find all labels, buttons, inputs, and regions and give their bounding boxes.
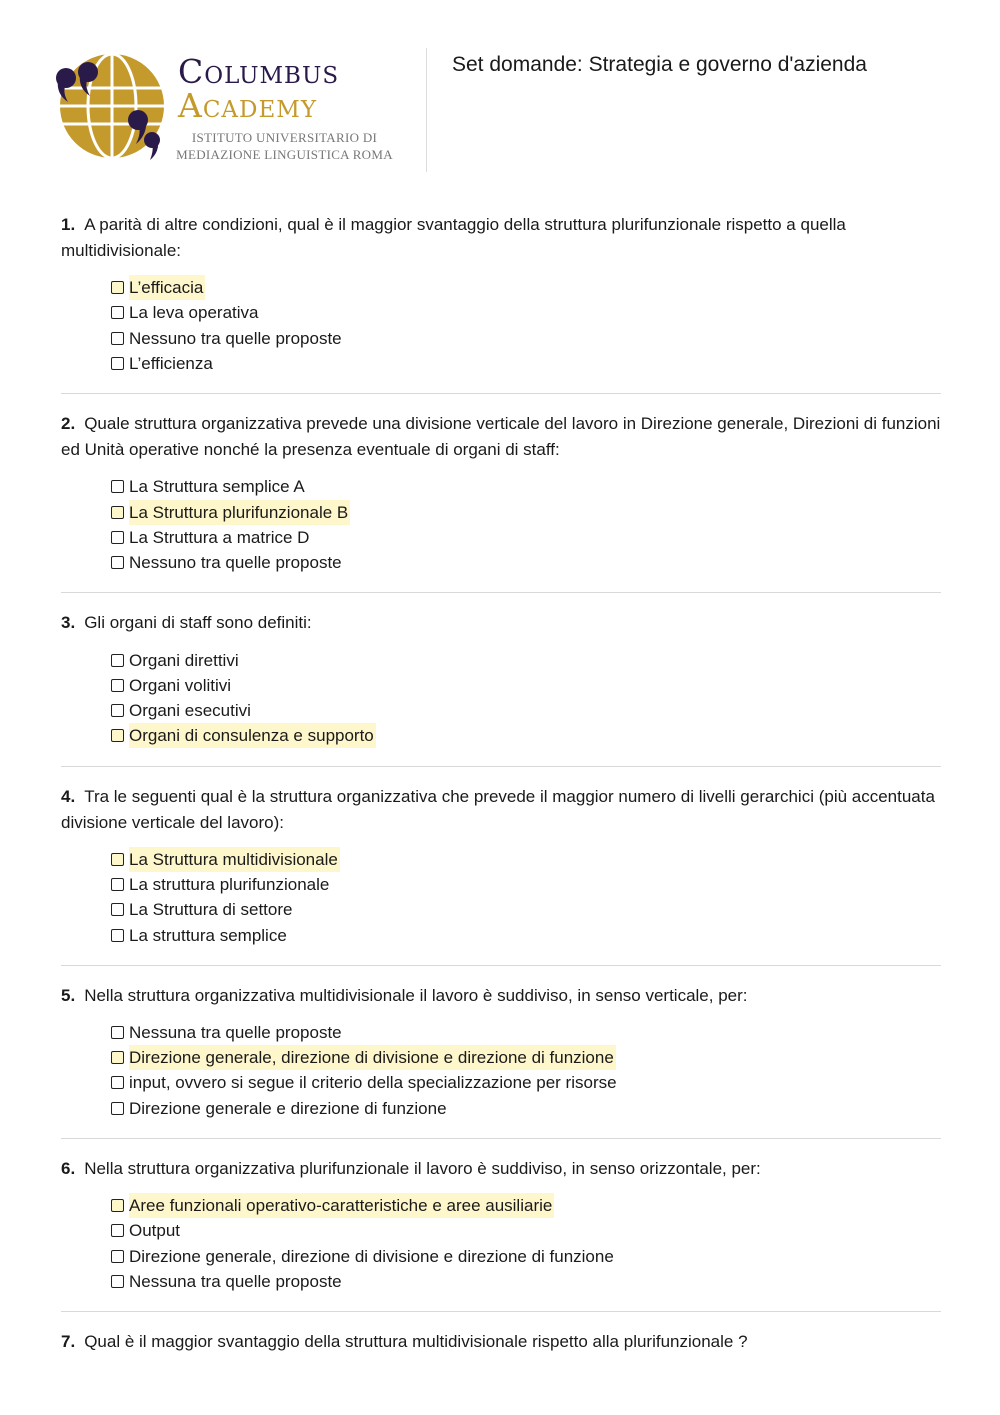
answer-option-label: La Struttura a matrice D	[129, 527, 310, 547]
answer-option-label: Aree funzionali operativo-caratteristiche e aree ausiliarie	[129, 1193, 554, 1218]
answer-option[interactable]	[111, 1070, 941, 1095]
checkbox-icon[interactable]	[111, 1051, 124, 1064]
question-separator	[61, 592, 941, 593]
checkbox-icon[interactable]	[111, 1199, 124, 1212]
logo-subtitle-line1: ISTITUTO UNIVERSITARIO DI	[191, 130, 378, 145]
answer-option-label: Organi esecutivi	[129, 701, 251, 721]
question-number: 3.	[61, 613, 76, 633]
answer-option[interactable]	[111, 351, 941, 376]
answer-options	[111, 275, 941, 376]
checkbox-icon[interactable]	[111, 654, 124, 667]
question-6	[61, 1156, 941, 1294]
question-body: Qual è il maggior svantaggio della struttura multidivisionale rispetto alla plurifunzionale ?	[84, 1332, 748, 1352]
answer-option-label: La struttura plurifunzionale	[129, 875, 330, 894]
question-separator	[61, 766, 941, 767]
question-body: Nella struttura organizzativa multidivisionale il lavoro è suddiviso, in senso verticale, per:	[84, 985, 748, 1005]
question-5	[61, 983, 941, 1121]
checkbox-icon[interactable]	[111, 853, 124, 866]
checkbox-icon[interactable]	[111, 878, 124, 891]
question-text	[61, 610, 941, 636]
document-title: Set domande: Strategia e governo d'azienda	[452, 53, 867, 76]
answer-option-highlighted[interactable]	[111, 499, 941, 524]
question-separator	[61, 393, 941, 394]
answer-option-label: La Struttura plurifunzionale B	[129, 500, 350, 525]
answer-option-label: La Struttura semplice A	[129, 477, 305, 497]
checkbox-icon[interactable]	[111, 903, 124, 916]
checkbox-icon[interactable]	[111, 1102, 124, 1115]
checkbox-icon[interactable]	[111, 556, 124, 569]
checkbox-icon[interactable]	[111, 357, 124, 370]
answer-option-highlighted[interactable]	[111, 723, 941, 748]
checkbox-icon[interactable]	[111, 704, 124, 717]
question-text	[61, 411, 941, 463]
checkbox-icon[interactable]	[111, 531, 124, 544]
logo-wordmark-columbus: Columbus	[178, 52, 340, 91]
question-3	[61, 610, 941, 748]
answer-option-label: Organi direttivi	[129, 650, 239, 670]
answer-option[interactable]	[111, 1269, 941, 1294]
question-body: Gli organi di staff sono definiti:	[84, 613, 312, 633]
answer-options	[111, 647, 941, 748]
question-number: 5.	[61, 985, 76, 1005]
answer-option[interactable]	[111, 897, 941, 922]
question-4	[61, 784, 941, 948]
question-7	[61, 1329, 941, 1355]
answer-option-highlighted[interactable]	[111, 275, 941, 300]
page-header	[0, 0, 1000, 190]
answer-option[interactable]	[111, 525, 941, 550]
checkbox-icon[interactable]	[111, 1250, 124, 1263]
checkbox-icon[interactable]	[111, 1275, 124, 1288]
question-text	[61, 1329, 941, 1355]
checkbox-icon[interactable]	[111, 332, 124, 345]
answer-option-label: Nessuno tra quelle proposte	[129, 328, 342, 348]
answer-option[interactable]	[111, 1218, 941, 1243]
logo-wordmark-academy: Academy	[178, 86, 318, 125]
answer-option-label: L’efficacia	[129, 275, 205, 300]
checkbox-icon[interactable]	[111, 729, 124, 742]
answer-option-label: La struttura semplice	[129, 925, 287, 945]
checkbox-icon[interactable]	[111, 679, 124, 692]
question-text	[61, 784, 941, 836]
header-divider	[426, 48, 427, 172]
question-number: 1.	[61, 215, 76, 234]
answer-option[interactable]	[111, 474, 941, 499]
question-number: 6.	[61, 1158, 76, 1178]
answer-option[interactable]	[111, 1244, 941, 1269]
answer-option-label: La Struttura di settore	[129, 900, 293, 920]
question-number: 2.	[61, 414, 76, 434]
answer-option-highlighted[interactable]	[111, 1193, 941, 1218]
answer-option-label: Output	[129, 1221, 181, 1241]
answer-options	[111, 1193, 941, 1294]
answer-option[interactable]	[111, 673, 941, 698]
checkbox-icon[interactable]	[111, 1026, 124, 1039]
answer-option[interactable]	[111, 550, 941, 575]
answer-option-label: Direzione generale e direzione di funzione	[129, 1098, 447, 1118]
answer-options	[111, 474, 941, 575]
answer-option-label: Direzione generale, direzione di divisione e direzione di funzione	[129, 1045, 616, 1070]
question-number: 7.	[61, 1332, 76, 1352]
answer-option-label: L’efficienza	[129, 354, 213, 374]
answer-option[interactable]	[111, 1020, 941, 1045]
question-body: A parità di altre condizioni, qual è il maggior svantaggio della struttura plurifunzionale rispetto a quella multidivisionale:	[61, 215, 846, 260]
answer-option-label: Organi volitivi	[129, 675, 232, 695]
question-number: 4.	[61, 786, 76, 806]
question-separator	[61, 965, 941, 966]
checkbox-icon[interactable]	[111, 480, 124, 493]
globe-quote-emblem-icon	[52, 50, 164, 162]
answer-option-label: input, ovvero si segue il criterio della specializzazione per risorse	[129, 1073, 617, 1093]
answer-option[interactable]	[111, 1096, 941, 1121]
answer-option-label: Nessuna tra quelle proposte	[129, 1022, 342, 1042]
answer-option[interactable]	[111, 872, 941, 897]
checkbox-icon[interactable]	[111, 306, 124, 319]
question-body: Tra le seguenti qual è la struttura organizzativa che prevede il maggior numero di livelli gerarchici (più accentuata divisione verticale del lavoro):	[61, 786, 935, 832]
answer-option-label: La Struttura multidivisionale	[129, 847, 340, 872]
checkbox-icon[interactable]	[111, 929, 124, 942]
answer-option-highlighted[interactable]	[111, 847, 941, 872]
question-list	[61, 212, 941, 1355]
answer-option-label: Direzione generale, direzione di divisione e direzione di funzione	[129, 1246, 614, 1266]
answer-option-label: La leva operativa	[129, 303, 259, 323]
question-text	[61, 212, 941, 264]
question-separator	[61, 1138, 941, 1139]
answer-option-label: Nessuno tra quelle proposte	[129, 553, 342, 573]
checkbox-icon[interactable]	[111, 281, 124, 294]
answer-option[interactable]	[111, 300, 941, 325]
answer-option-highlighted[interactable]	[111, 1045, 941, 1070]
answer-option-label: Nessuna tra quelle proposte	[129, 1271, 342, 1291]
question-text	[61, 1156, 941, 1182]
columbus-academy-logo	[52, 50, 397, 170]
checkbox-icon[interactable]	[111, 1224, 124, 1237]
question-body: Nella struttura organizzativa plurifunzionale il lavoro è suddiviso, in senso orizzontale, per:	[84, 1158, 761, 1178]
answer-option[interactable]	[111, 647, 941, 672]
question-separator	[61, 1311, 941, 1312]
checkbox-icon[interactable]	[111, 1076, 124, 1089]
answer-option-label: Organi di consulenza e supporto	[129, 723, 376, 748]
question-2	[61, 411, 941, 575]
checkbox-icon[interactable]	[111, 506, 124, 519]
question-text	[61, 983, 941, 1009]
logo-subtitle-line2: MEDIAZIONE LINGUISTICA ROMA	[176, 147, 393, 162]
question-body: Quale struttura organizzativa prevede una divisione verticale del lavoro in Direzione generale, Direzioni di funzioni ed Unità operative nonché la presenza eventuale di organi di staff:	[61, 414, 941, 460]
answer-options	[111, 1020, 941, 1121]
answer-options	[111, 847, 941, 948]
question-1	[61, 212, 941, 376]
answer-option[interactable]	[111, 922, 941, 947]
answer-option[interactable]	[111, 698, 941, 723]
answer-option[interactable]	[111, 326, 941, 351]
